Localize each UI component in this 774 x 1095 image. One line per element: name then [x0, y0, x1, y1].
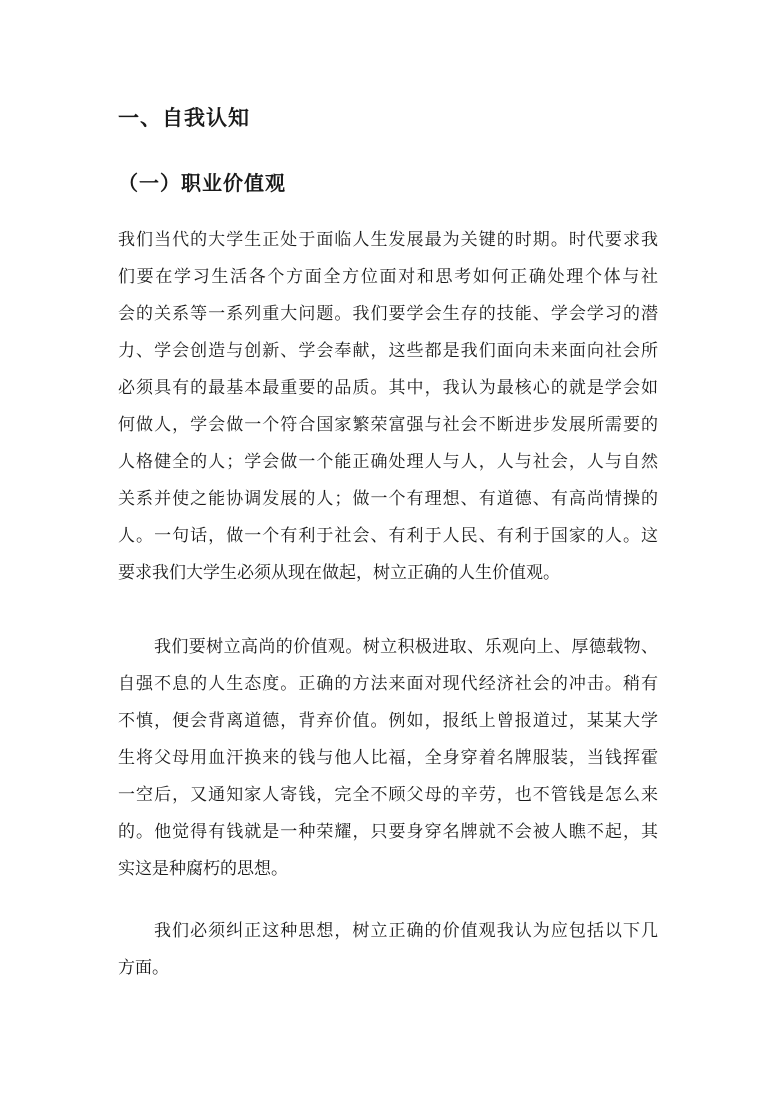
- text-line: 自强不息的人生态度。正确的方法来面对现代经济社会的冲击。稍有: [118, 674, 658, 694]
- text-line: 力、学会创造与创新、学会奉献，这些都是我们面向未来面向社会所: [118, 341, 658, 361]
- text-line: 会的关系等一系列重大问题。我们要学会生存的技能、学会学习的潜: [118, 304, 658, 324]
- text-line: 们要在学习生活各个方面全方位面对和思考如何正确处理个体与社: [118, 267, 658, 287]
- text-line: 生将父母用血汗换来的钱与他人比福，全身穿着名牌服装，当钱挥霍: [118, 748, 658, 768]
- text-line: 人。一句话，做一个有利于社会、有利于人民、有利于国家的人。这: [118, 526, 658, 546]
- text-line: 要求我们大学生必须从现在做起，树立正确的人生价值观。: [118, 563, 560, 583]
- text-line: 实这是种腐朽的思想。: [118, 859, 288, 879]
- text-line: 人格健全的人；学会做一个能正确处理人与人，人与社会，人与自然: [118, 452, 658, 472]
- subsection-heading: （一）职业价值观: [118, 171, 286, 195]
- text-line: 的。他觉得有钱就是一种荣耀，只要身穿名牌就不会被人瞧不起，其: [118, 822, 658, 842]
- text-line: 我们必须纠正这种思想，树立正确的价值观我认为应包括以下几: [154, 921, 658, 941]
- paragraph-3: [118, 913, 658, 987]
- text-line: 方面。: [118, 958, 169, 978]
- text-line: 一空后，又通知家人寄钱，完全不顾父母的辛劳，也不管钱是怎么来: [118, 785, 658, 805]
- text-line: 不慎，便会背离道德，背弃价值。例如，报纸上曾报道过，某某大学: [118, 711, 658, 731]
- text-line: 关系并使之能协调发展的人；做一个有理想、有道德、有高尚情操的: [118, 489, 658, 509]
- text-line: 必须具有的最基本最重要的品质。其中，我认为最核心的就是学会如: [118, 378, 658, 398]
- text-line: 何做人，学会做一个符合国家繁荣富强与社会不断进步发展所需要的: [118, 415, 658, 435]
- section-heading: 一、自我认知: [118, 106, 250, 130]
- paragraph-2: [118, 629, 658, 888]
- text-line: 我们要树立高尚的价值观。树立积极进取、乐观向上、厚德载物、: [154, 637, 658, 657]
- paragraph-1: [118, 222, 658, 592]
- text-line: 我们当代的大学生正处于面临人生发展最为关键的时期。时代要求我: [118, 230, 658, 250]
